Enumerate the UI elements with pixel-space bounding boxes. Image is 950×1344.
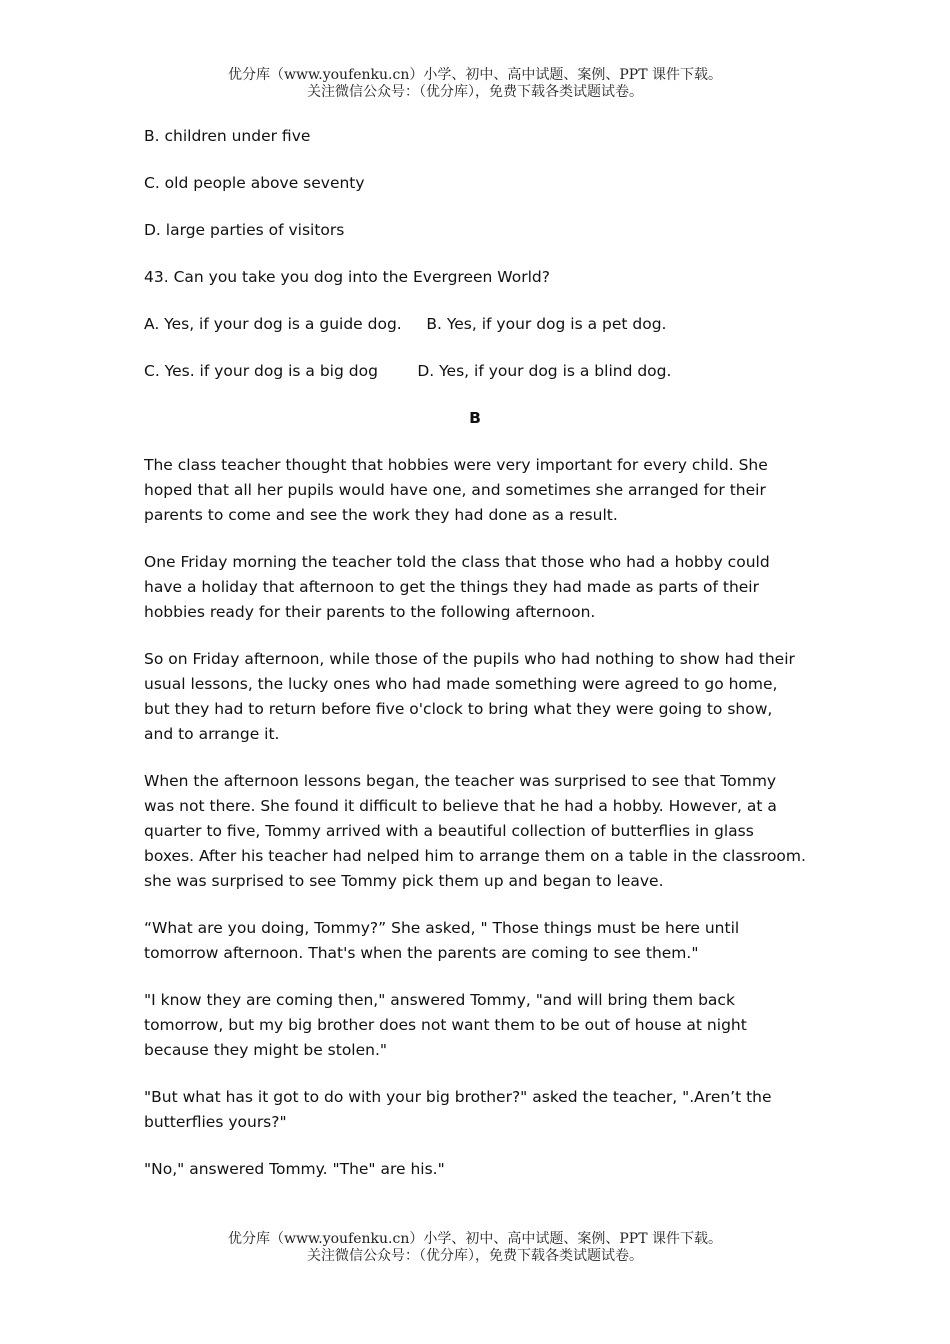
header-line-1: 优分库（www.youfenku.cn）小学、初中、高中试题、案例、PPT 课件下载。: [227, 67, 722, 83]
q43-option-b: B. Yes, if your dog is a pet dog.: [426, 315, 667, 333]
document-body: [144, 124, 806, 1204]
passage-paragraph-5: “What are you doing, Tommy?” She asked, " Those things must be here until tomorrow afternoon. That's when the parents are coming to see them.": [144, 919, 740, 962]
passage-paragraph-4: When the afternoon lessons began, the teacher was surprised to see that Tommy was not there. She found it difficult to believe that he had a hobby. However, at a quarter to five, Tommy arrived with a beautiful collection of butterflies in glass boxes. After his teacher had nelped him to arrange them on a table in the classroom. she was surprised to see Tommy pick them up and began to leave.: [144, 772, 806, 890]
passage-paragraph-6: "I know they are coming then," answered Tommy, "and will bring them back tomorrow, but my big brother does not want them to be out of house at night because they might be stolen.": [144, 991, 747, 1059]
q43-option-c: C. Yes. if your dog is a big dog: [144, 362, 378, 380]
q42-option-c: C. old people above seventy: [144, 174, 365, 192]
q43-options-ab: [144, 312, 806, 337]
page-header: [0, 67, 950, 101]
q43-option-d: D. Yes, if your dog is a blind dog.: [417, 362, 672, 380]
passage-paragraph-8: "No," answered Tommy. "The" are his.": [144, 1160, 445, 1178]
passage-paragraph-3: So on Friday afternoon, while those of the pupils who had nothing to show had their usual lessons, the lucky ones who had made something were agreed to go home, but they had to return before five o'clock to bring what they were going to show, and to arrange it.: [144, 650, 795, 743]
passage-paragraph-2: One Friday morning the teacher told the class that those who had a hobby could have a holiday that afternoon to get the things they had made as parts of their hobbies ready for their parents to the following afternoon.: [144, 553, 770, 621]
q43-options-cd: [144, 359, 806, 384]
q43-question: 43. Can you take you dog into the Evergreen World?: [144, 268, 550, 286]
q43-option-a: A. Yes, if your dog is a guide dog.: [144, 315, 402, 333]
footer-line-1: 优分库（www.youfenku.cn）小学、初中、高中试题、案例、PPT 课件下载。: [227, 1231, 722, 1247]
footer-line-2: 关注微信公众号：（优分库），免费下载各类试题试卷。: [307, 1248, 643, 1264]
passage-paragraph-7: "But what has it got to do with your big brother?" asked the teacher, ".Aren’t the butterflies yours?": [144, 1088, 772, 1131]
q42-option-b: B. children under five: [144, 127, 311, 145]
section-b-title: B: [469, 409, 481, 427]
page-footer: [0, 1231, 950, 1265]
passage-paragraph-1: The class teacher thought that hobbies were very important for every child. She hoped that all her pupils would have one, and sometimes she arranged for their parents to come and see the work they had done as a result.: [144, 456, 768, 524]
q42-option-d: D. large parties of visitors: [144, 221, 345, 239]
header-line-2: 关注微信公众号：（优分库），免费下载各类试题试卷。: [307, 84, 643, 100]
